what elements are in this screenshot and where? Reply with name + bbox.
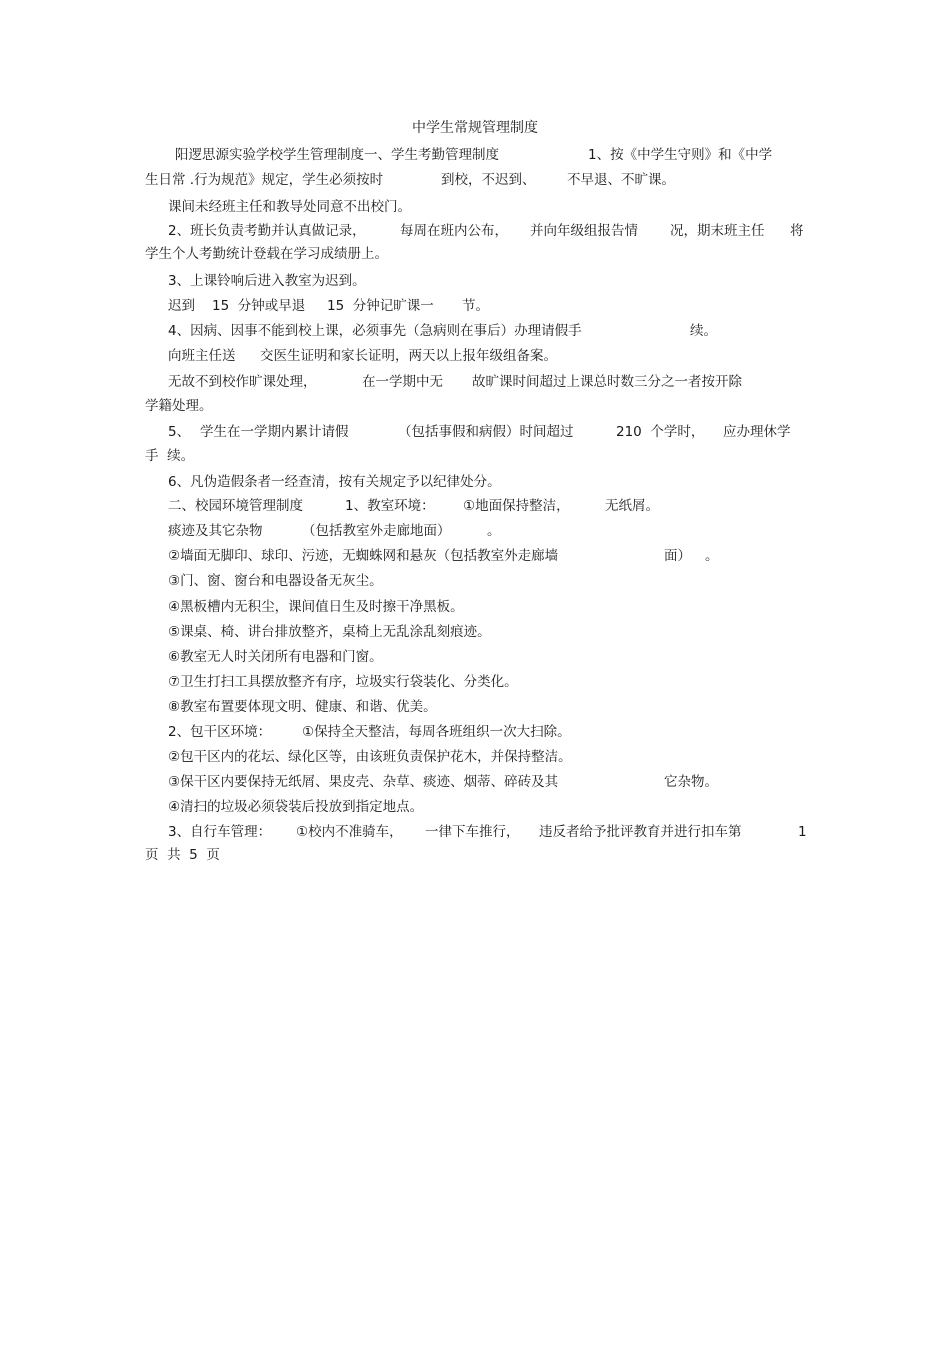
text-segment: 交医生证明和家长证明，两天以上报年级组备案。 (260, 348, 557, 364)
text-segment: 不早退、不旷课。 (567, 172, 675, 188)
text-segment: 手 续。 (145, 448, 195, 464)
text-segment: 1、教室环境： (345, 498, 435, 514)
text-line (0, 321, 950, 341)
text-segment: 课间未经班主任和教导处同意不出校门。 (168, 199, 411, 215)
text-line (0, 521, 950, 541)
text-segment: 生日常 .行为规范》规定，学生必须按时 (145, 172, 384, 188)
text-line (0, 822, 950, 842)
text-segment: ④清扫的垃圾必须袋装后投放到指定地点。 (168, 799, 424, 815)
text-segment: 学生个人考勤统计登载在学习成绩册上。 (145, 246, 388, 262)
text-segment: 每周在班内公布， (400, 223, 508, 239)
text-segment: 到校，不迟到、 (441, 172, 536, 188)
text-line (0, 221, 950, 241)
text-segment: 迟到 (168, 298, 195, 314)
text-line (0, 496, 950, 516)
text-segment: 况，期末班主任 (670, 223, 765, 239)
text-segment: 2、班长负责考勤并认真做记录， (168, 223, 366, 239)
text-line (0, 747, 950, 767)
text-line (0, 697, 950, 717)
text-line (0, 845, 950, 865)
text-segment: 一律下车推行， (425, 824, 520, 840)
text-segment: 1 (798, 824, 807, 840)
text-segment: 二、校园环境管理制度 (168, 498, 303, 514)
text-segment: 故旷课时间超过上课总时数三分之一者按开除 (472, 374, 742, 390)
text-segment: 无纸屑。 (605, 498, 659, 514)
text-line (0, 197, 950, 217)
text-segment: 在一学期中无 (362, 374, 443, 390)
text-segment: 1、按《中学生守则》和《中学 (588, 147, 773, 163)
text-segment: 210 个学时， (616, 424, 705, 440)
text-segment: 。 (487, 523, 501, 539)
text-line (0, 244, 950, 264)
text-line (0, 722, 950, 742)
text-line (0, 622, 950, 642)
text-segment: ②墙面无脚印、球印、污迹，无蜘蛛网和悬灰（包括教室外走廊墙 (168, 548, 559, 564)
text-line (0, 422, 950, 442)
text-line (0, 571, 950, 591)
text-segment: ③保干区内要保持无纸屑、果皮壳、杂草、痰迹、烟蒂、碎砖及其 (168, 774, 559, 790)
text-line (0, 271, 950, 291)
text-line (0, 597, 950, 617)
text-segment: 将 (790, 223, 804, 239)
text-line (0, 546, 950, 566)
text-line (0, 396, 950, 416)
text-segment: ⑤课桌、椅、讲台排放整齐，桌椅上无乱涂乱刻痕迹。 (168, 624, 491, 640)
text-segment: （包括教室外走廊地面） (302, 523, 451, 539)
text-segment: ①地面保持整洁， (463, 498, 570, 514)
text-segment: ③门、窗、窗台和电器设备无灰尘。 (168, 573, 383, 589)
text-segment: 无故不到校作旷课处理， (168, 374, 317, 390)
text-line (0, 346, 950, 366)
text-segment: ⑦卫生打扫工具摆放整齐有序，垃圾实行袋装化、分类化。 (168, 674, 518, 690)
text-segment: 5、 (168, 424, 191, 440)
text-segment: ⑧教室布置要体现文明、健康、和谐、优美。 (168, 699, 437, 715)
text-segment: 违反者给予批评教育并进行扣车第 (539, 824, 742, 840)
text-segment: 。 (705, 548, 719, 564)
text-segment: 向班主任送 (168, 348, 236, 364)
text-segment: 3、上课铃响后进入教室为迟到。 (168, 273, 366, 289)
text-segment: 它杂物。 (664, 774, 718, 790)
text-segment: 3、自行车管理： (168, 824, 272, 840)
text-segment: 页 共 5 页 (145, 847, 220, 863)
text-segment: 15 分钟记旷课一 (327, 298, 434, 314)
text-segment: 节。 (462, 298, 489, 314)
text-line (0, 296, 950, 316)
text-segment: 学籍处理。 (145, 398, 213, 414)
text-segment: ④黑板槽内无积尘，课间值日生及时擦干净黑板。 (168, 599, 464, 615)
text-line (0, 170, 950, 190)
text-segment: （包括事假和病假）时间超过 (398, 424, 574, 440)
text-segment: 6、凡伪造假条者一经查清，按有关规定予以纪律处分。 (168, 474, 501, 490)
text-segment: 并向年级组报告情 (530, 223, 638, 239)
text-segment: 15 分钟或早退 (212, 298, 306, 314)
text-line (0, 672, 950, 692)
text-line (0, 772, 950, 792)
text-segment: 4、因病、因事不能到校上课，必须事先（急病则在事后）办理请假手 (168, 323, 582, 339)
document-title: 中学生常规管理制度 (412, 120, 538, 136)
text-segment: 痰迹及其它杂物 (168, 523, 263, 539)
text-segment: ⑥教室无人时关闭所有电器和门窗。 (168, 649, 383, 665)
text-segment: 2、包干区环境： (168, 724, 272, 740)
text-line (0, 647, 950, 667)
text-segment: ①校内不准骑车， (296, 824, 403, 840)
text-line (0, 145, 950, 165)
text-segment: ②包干区内的花坛、绿化区等，由该班负责保护花木，并保持整洁。 (168, 749, 572, 765)
text-line (0, 472, 950, 492)
text-segment: ①保持全天整洁，每周各班组织一次大扫除。 (302, 724, 571, 740)
text-line (0, 446, 950, 466)
text-segment: 学生在一学期内累计请假 (200, 424, 349, 440)
text-segment: 续。 (690, 323, 717, 339)
text-segment: 阳逻思源实验学校学生管理制度一、学生考勤管理制度 (175, 147, 499, 163)
text-segment: 面） (664, 548, 691, 564)
text-line (0, 372, 950, 392)
text-line (0, 797, 950, 817)
text-segment: 应办理休学 (723, 424, 791, 440)
